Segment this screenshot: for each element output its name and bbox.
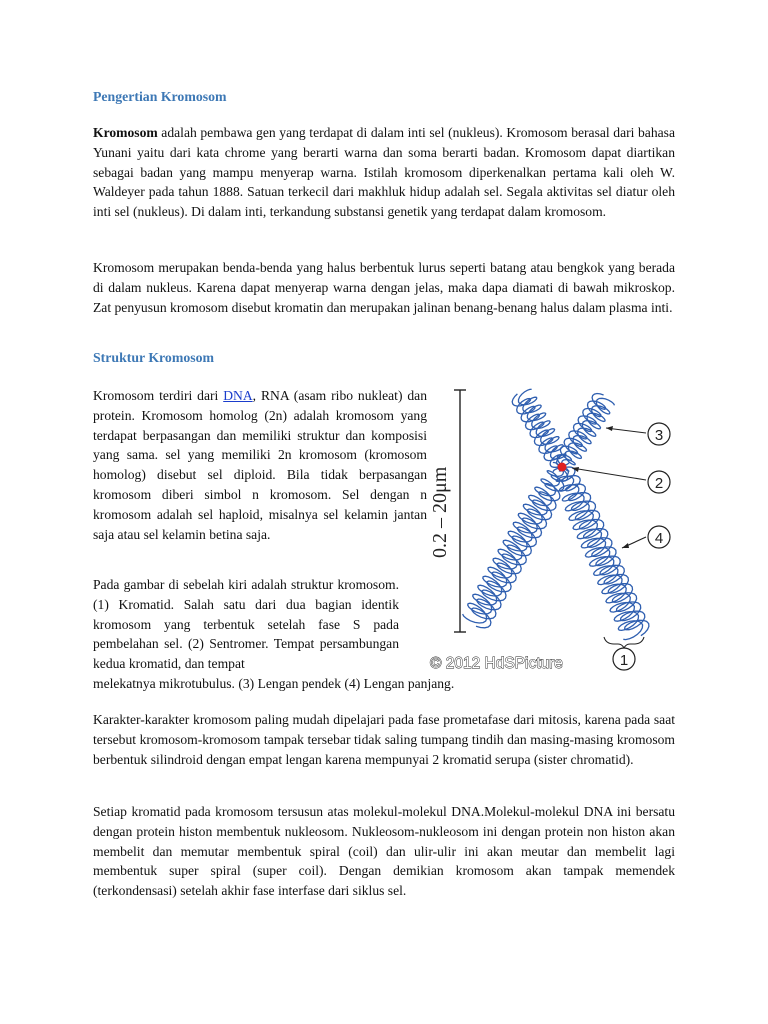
heading-pengertian-kromosom: Pengertian Kromosom: [93, 89, 227, 104]
label-circle-3: [648, 423, 670, 445]
structure-text-start: Kromosom terdiri dari: [93, 388, 224, 403]
paragraph-figure-description-end: melekatnya mikrotubulus. (3) Lengan pendek (4) Lengan panjang.: [93, 676, 455, 691]
chromatid-bracket: [604, 637, 644, 648]
paragraph-prometaphase: Karakter-karakter kromosom paling mudah dipelajari pada fase prometafase dari mitosis, karena pada saat tersebut kromosom-kromosom tampak tersebar tidak saling tumpang tindih dan masing-masing kromosom berbentuk silindroid dengan empat lengan karena mempunyai 2 kromatid serupa (sister chromatid).: [93, 712, 675, 767]
scale-label: 0.2 – 20μm: [429, 466, 451, 558]
label-1: 1: [619, 652, 629, 669]
paragraph-definition: [93, 123, 675, 222]
chromatid-coils: [463, 389, 649, 639]
paragraph-description: Kromosom merupakan benda-benda yang halus berbentuk lurus seperti batang atau bengkok yang berada di dalam nukleus. Karena dapat menyerap warna dengan jelas, maka dapa diamati di bawah mikroskop. Zat penyusun kromosom disebut kromatin dan merupakan jalinan benang-benang halus dalam plasma inti.: [93, 260, 675, 315]
label-3: 3: [654, 427, 664, 444]
arrowhead-3: [606, 426, 613, 431]
pointer-line-2: [572, 468, 646, 480]
label-circle-1: [613, 648, 635, 670]
short-arm-right-coil: [562, 398, 615, 471]
label-2: 2: [654, 475, 664, 492]
watermark: © 2012 HdSPicture: [430, 655, 563, 672]
paragraph-figure-description: Pada gambar di sebelah kiri adalah struktur kromosom. (1) Kromatid. Salah satu dari dua bagian identik kromosom yang terbentuk setelah fase S pada pembelahan sel. (2) Sentromer. Tempat persambungan kedua kromatid, dan tempat: [93, 577, 399, 672]
label-circle-2: [648, 471, 670, 493]
scale-bar: [454, 390, 466, 632]
definition-text: adalah pembawa gen yang terdapat di dalam inti sel (nukleus). Kromosom berasal dari bahasa Yunani yaitu dari kata chrome yang berarti warna dan soma berarti badan. Kromosom dapat diartikan sebagai badan yang mampu menyerap warna. Istilah kromosom diperkenalkan pertama kali oleh W. Waldeyer pada tahun 1888. Satuan terkecil dari makhluk hidup adalah sel. Segala aktivitas sel diatur oleh inti sel (nukleus). Di dalam inti, terkandung substansi genetik yang terdapat dalam kromosom.: [93, 125, 675, 220]
label-4: 4: [654, 530, 664, 547]
chromosome-figure: [424, 382, 688, 678]
long-arm-right-coil: [553, 468, 642, 640]
arrowhead-4: [622, 543, 629, 548]
term-kromosom: Kromosom: [93, 125, 158, 140]
paragraph-chromatid: Setiap kromatid pada kromosom tersusun atas molekul-molekul DNA.Molekul-molekul DNA ini bersatu dengan protein histon membentuk nukleosom. Nukleosom-nukleosom ini dengan protein non histon akan membelit dan memutar membentuk spiral (coil) dan ulir-ulir ini akan meutar dan membelit lagi membentuk super spiral (super coil). Dengan demikian kromosom akan tampak memendek (terkondensasi) setelah akhir fase interfase dari siklus sel.: [93, 804, 675, 899]
long-arm-left-coil: [472, 467, 568, 628]
dna-link[interactable]: DNA: [223, 388, 253, 403]
long-arm-right-coil: [560, 467, 649, 636]
structure-text-rest: , RNA (asam ribo nukleat) dan protein. Kromosom homolog (2n) adalah kromosom yang terdapat berpasangan dan memiliki struktur dan komposisi yang sama. sel yang memiliki 2n kromosom (kromosom homolog) disebut sel diploid. Bila tidak berpasangan kromosom diberi simbol n kromosom. Sel dengan n kromosom adalah sel haploid, misalnya sel kelamin jantan saja atau sel kelamin betina saja.: [93, 388, 427, 542]
label-circle-4: [648, 526, 670, 548]
paragraph-structure: [93, 386, 427, 544]
heading-struktur-kromosom: Struktur Kromosom: [93, 350, 214, 365]
centromere-dot: [558, 463, 567, 472]
